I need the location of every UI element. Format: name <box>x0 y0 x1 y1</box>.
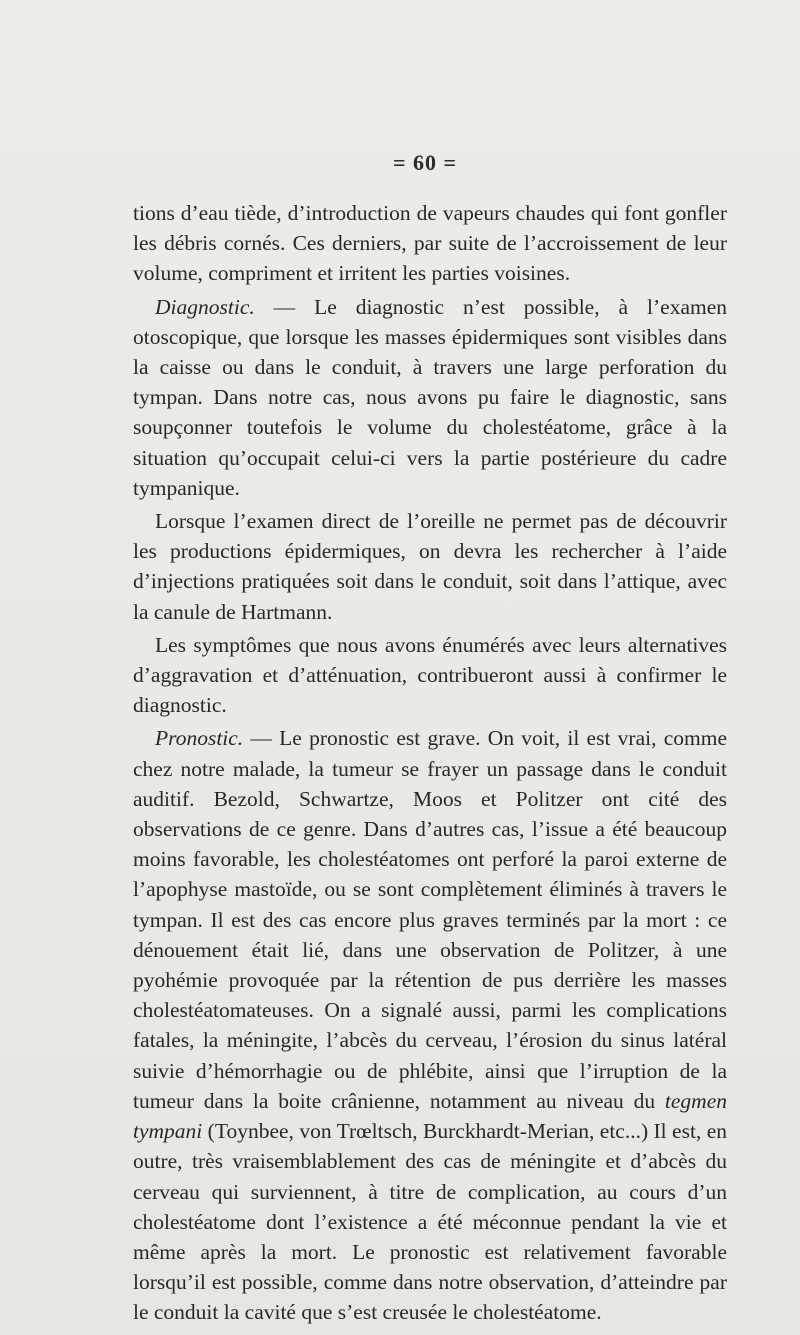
paragraph-symptomes: Les symptômes que nous avons énumérés avec leurs alternatives d’aggravation et d’atténuation, contribueront aussi à confirmer le diagnostic. <box>133 632 727 718</box>
paragraph-diagnostic <box>133 292 727 503</box>
paragraph-pronostic <box>133 723 727 1327</box>
section-heading-diagnostic: Diagnostic. <box>155 294 255 319</box>
pronostic-text-part1: — Le pronostic est grave. On voit, il est vrai, comme chez notre malade, la tumeur se frayer un passage dans le conduit auditif. Bezold, Schwartze, Moos et Politzer ont cité des observations de ce genre. Dans d’autres cas, l’issue a été beaucoup moins favorable, les cholestéatomes ont perforé la paroi externe de l’apophyse mastoïde, ou se sont complètement éliminés à travers le tympan. Il est des cas encore plus graves terminés par la mort : ce dénouement était lié, dans une observation de Politzer, à une pyohémie provoquée par la rétention de pus derrière les masses cholestéatomateuses. On a signalé aussi, parmi les complications fatales, la méningite, l’abcès du cerveau, l’érosion du sinus latéral suivie d’hémorrhagie ou de phlébite, ainsi que l’irruption de la tumeur dans la boite crânienne, notamment au niveau du <box>133 726 727 1113</box>
paragraph-continuation: tions d’eau tiède, d’introduction de vapeurs chaudes qui font gonfler les débris cornés. Ces derniers, par suite de l’accroissement de leur volume, compriment et irritent les parties voisines. <box>133 201 727 286</box>
pronostic-italic-term: tegmen tympani <box>133 1088 727 1144</box>
section-heading-pronostic: Pronostic. <box>155 726 244 751</box>
body-text <box>133 198 727 1328</box>
pronostic-text-part2: (Toynbee, von Trœltsch, Burckhardt-Merian, etc...) Il est, en outre, très vraisemblablement des cas de méningite et d’abcès du cerveau qui surviennent, à titre de complication, au cours d’un cholestéatome dont l’existence a été méconnue pendant la vie et même après la mort. Le pronostic est relativement favorable lorsqu’il est possible, comme dans notre observation, d’atteindre par le conduit la cavité que s’est creusée le cholestéatome. <box>133 1119 727 1325</box>
page-number: = 60 = <box>392 150 458 175</box>
paragraph-examen: Lorsque l’examen direct de l’oreille ne permet pas de découvrir les productions épidermiques, on devra les rechercher à l’aide d’injections pratiquées soit dans le conduit, soit dans l’attique, avec la canule de Hartmann. <box>133 509 727 624</box>
diagnostic-text: — Le diagnostic n’est possible, à l’examen otoscopique, que lorsque les masses épidermiques sont visibles dans la caisse ou dans le conduit, à travers une large perforation du tympan. Dans notre cas, nous avons pu faire le diagnostic, sans soupçonner toutefois le volume du cholestéatome, grâce à la situation qu’occupait celui-ci vers la partie postérieure du cadre tympanique. <box>133 294 727 500</box>
